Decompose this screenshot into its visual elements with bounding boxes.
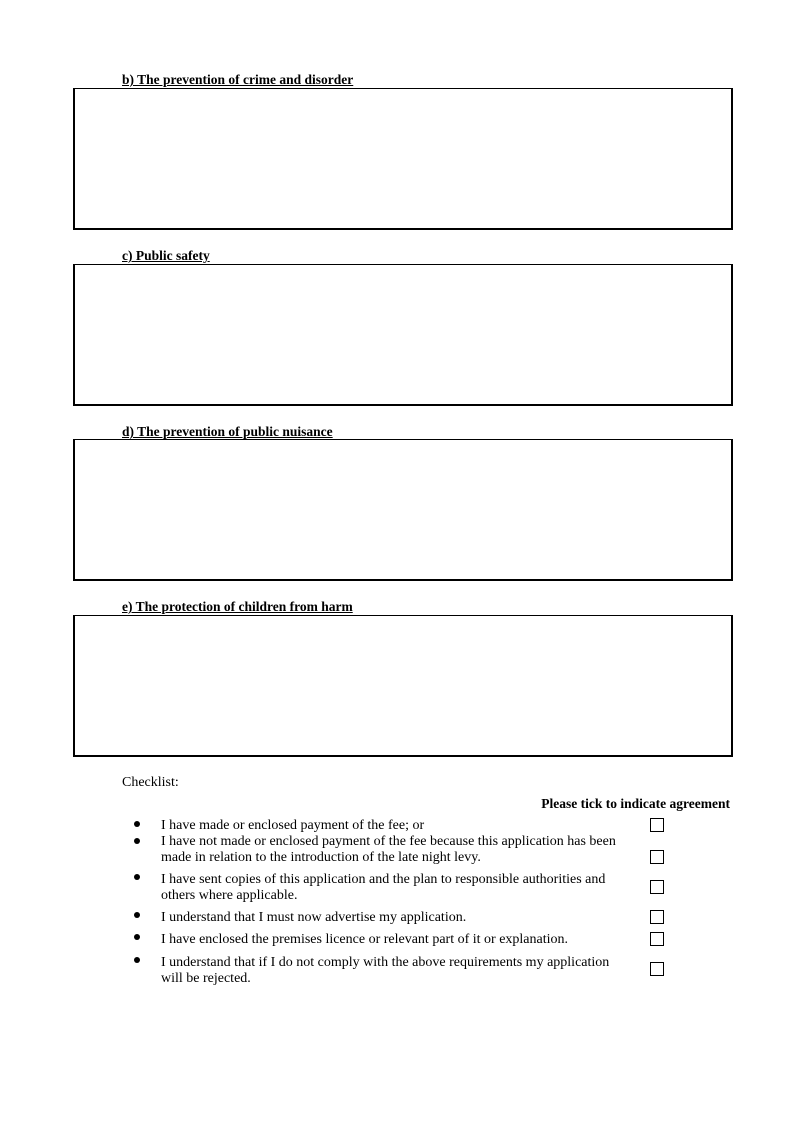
bullet-icon [134,874,140,880]
checklist-item-text: I understand that I must now advertise my application. [161,910,467,925]
checklist-heading: Checklist: [122,775,179,790]
checklist-item-text: I have enclosed the premises licence or relevant part of it or explanation. [161,932,568,947]
bullet-icon [134,957,140,963]
crime-disorder-textbox[interactable] [73,88,733,230]
bullet-icon [134,912,140,918]
bullet-icon [134,934,140,940]
advertise-checkbox[interactable] [650,910,664,924]
section-label-crime-disorder: b) The prevention of crime and disorder [122,72,354,87]
public-safety-textbox[interactable] [73,264,733,406]
children-protection-textbox[interactable] [73,615,733,757]
checklist-item-text: I have sent copies of this application and the plan to responsible authorities and others where applicable. [161,872,606,903]
bullet-icon [134,821,140,827]
bullet-icon [134,838,140,844]
premises-licence-checkbox[interactable] [650,932,664,946]
copies-sent-checkbox[interactable] [650,880,664,894]
section-label-public-safety: c) Public safety [122,248,210,263]
rejection-acknowledged-checkbox[interactable] [650,962,664,976]
agreement-instruction: Please tick to indicate agreement [541,796,730,811]
section-label-children-protection: e) The protection of children from harm [122,599,353,614]
checklist-item-text: I have made or enclosed payment of the fee; or [161,818,425,833]
fee-paid-checkbox[interactable] [650,818,664,832]
section-label-public-nuisance: d) The prevention of public nuisance [122,424,333,439]
checklist-item-text: I understand that if I do not comply with the above requirements my application will be rejected. [161,955,610,986]
late-night-levy-checkbox[interactable] [650,850,664,864]
checklist-item-text: I have not made or enclosed payment of the fee because this application has been made in relation to the introduction of the late night levy. [161,834,616,865]
public-nuisance-textbox[interactable] [73,439,733,581]
